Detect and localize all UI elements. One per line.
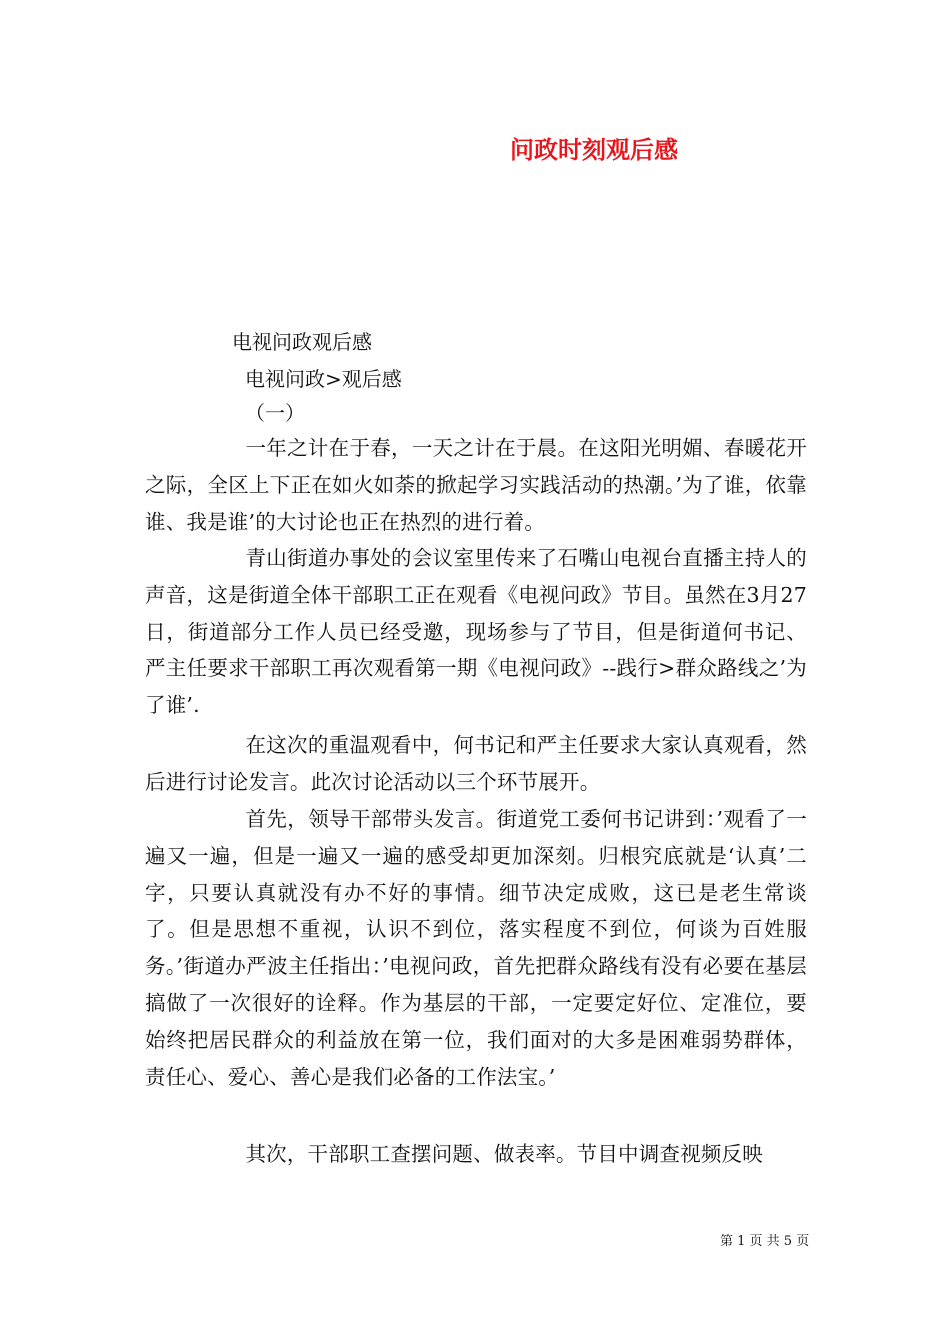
document-title: 问政时刻观后感 xyxy=(510,135,678,164)
paragraph-2: 青山街道办事处的会议室里传来了石嘴山电视台直播主持人的声音，这是街道全体干部职工正在观看《电视问政》节目。虽然在3月27日，街道部分工作人员已经受邀，现场参与了节目，但是街道何书记、严主任要求干部职工再次观看第一期《电视问政》--践行>群众路线之’为了谁’. xyxy=(145,546,807,718)
paragraph-4: 首先，领导干部带头发言。街道党工委何书记讲到：’观看了一遍又一遍，但是一遍又一遍的感受却更加深刻。归根究底就是‘认真’二字，只要认真就没有办不好的事情。细节决定成败，这已是老生常谈了。但是思想不重视，认识不到位，落实程度不到位，何谈为百姓服务。’街道办严波主任指出：’电视问政，首先把群众路线有没有必要在基层搞做了一次很好的诠释。作为基层的干部，一定要定好位、定准位，要始终把居民群众的利益放在第一位，我们面对的大多是困难弱势群体，责任心、爱心、善心是我们必备的工作法宝。’ xyxy=(145,807,807,1089)
subtitle-tv-inquiry-review: 电视问政>观后感 xyxy=(245,367,402,391)
paragraph-5: 其次，干部职工查摆问题、做表率。节目中调查视频反映 xyxy=(245,1142,763,1166)
section-marker: （一） xyxy=(245,401,305,425)
page-footer: 第 1 页 共 5 页 xyxy=(720,1234,810,1249)
paragraph-3: 在这次的重温观看中，何书记和严主任要求大家认真观看，然后进行讨论发言。此次讨论活动以三个环节展开。 xyxy=(145,733,807,794)
paragraph-1: 一年之计在于春，一天之计在于晨。在这阳光明媚、春暖花开之际，全区上下正在如火如荼的掀起学习实践活动的热潮。’为了谁，依靠谁、我是谁’的大讨论也正在热烈的进行着。 xyxy=(145,436,807,534)
subtitle-tv-inquiry: 电视问政观后感 xyxy=(232,330,372,354)
